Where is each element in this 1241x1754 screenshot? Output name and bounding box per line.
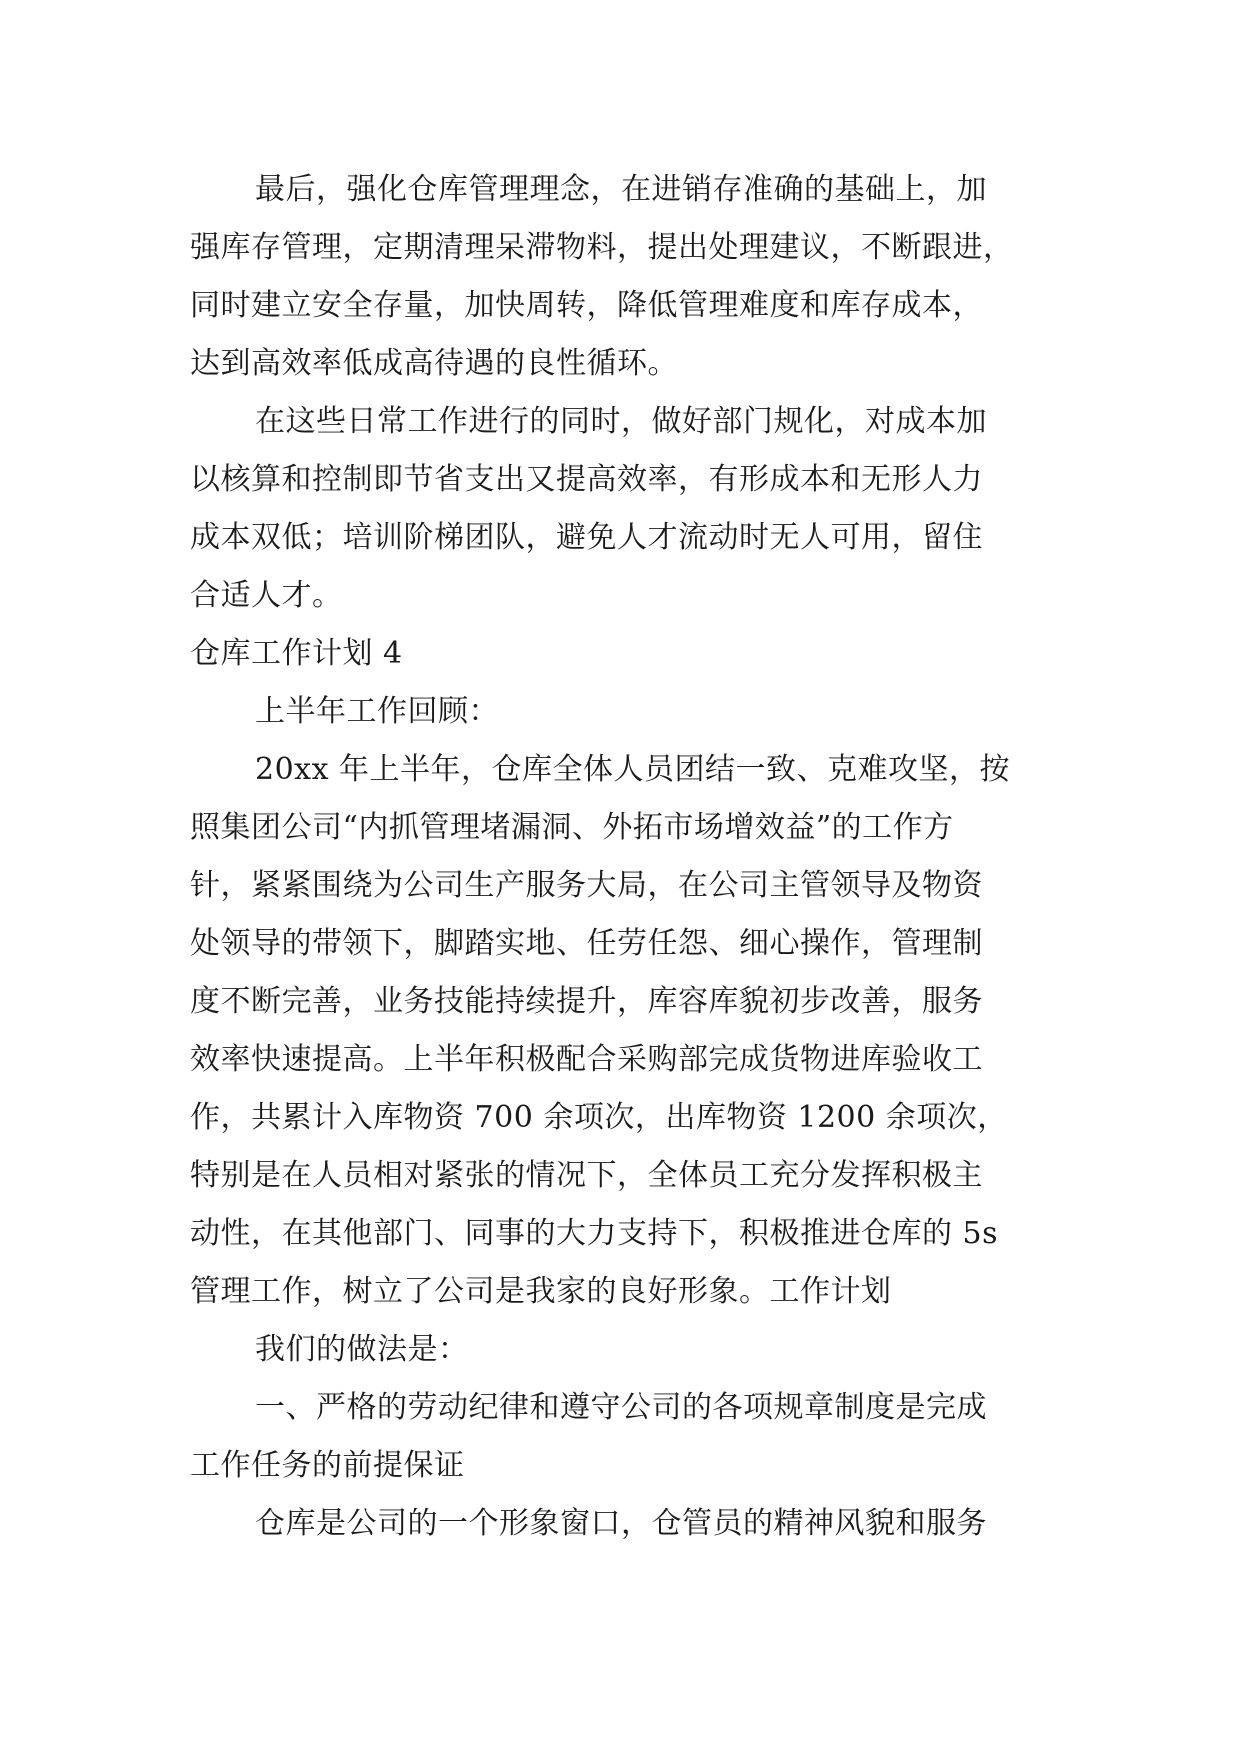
text-line [0, 1146, 1241, 1206]
text-line [0, 740, 1241, 800]
text-line [0, 1204, 1241, 1264]
text-line [0, 508, 1241, 568]
text-line [0, 856, 1241, 916]
line-text: 工作任务的前提保证 [190, 1448, 465, 1483]
line-text: 效率快速提高。上半年积极配合采购部完成货物进库验收工 [190, 1042, 983, 1077]
line-text: 照集团公司“内抓管理堵漏洞、外拓市场增效益”的工作方 [190, 810, 954, 845]
text-line [0, 276, 1241, 336]
line-text: 特别是在人员相对紧张的情况下，全体员工充分发挥积极主 [190, 1158, 983, 1193]
text-line [0, 1262, 1241, 1322]
line-text: 作，共累计入库物资 700 余项次，出库物资 1200 余项次， [190, 1100, 1008, 1135]
line-text: 仓库是公司的一个形象窗口，仓管员的精神风貌和服务 [255, 1506, 987, 1541]
line-text: 处领导的带领下，脚踏实地、任劳任怨、细心操作，管理制 [190, 926, 983, 961]
line-text: 达到高效率低成高待遇的良性循环。 [190, 346, 678, 381]
text-line [0, 1436, 1241, 1496]
line-text: 以核算和控制即节省支出又提高效率，有形成本和无形人力 [190, 462, 983, 497]
line-text: 合适人才。 [190, 578, 343, 613]
line-text: 仓库工作计划 4 [190, 636, 403, 671]
line-text: 20xx 年上半年，仓库全体人员团结一致、克难攻坚，按 [255, 752, 1011, 787]
text-line [0, 160, 1241, 220]
line-text: 同时建立安全存量，加快周转，降低管理难度和库存成本， [190, 288, 983, 323]
line-text: 针，紧紧围绕为公司生产服务大局，在公司主管领导及物资 [190, 868, 983, 903]
line-text: 上半年工作回顾： [255, 694, 499, 729]
text-line [0, 334, 1241, 394]
line-text: 在这些日常工作进行的同时，做好部门规化，对成本加 [255, 404, 987, 439]
line-text: 动性，在其他部门、同事的大力支持下，积极推进仓库的 5s [190, 1216, 999, 1251]
text-line [0, 1030, 1241, 1090]
line-text: 最后，强化仓库管理理念，在进销存准确的基础上，加 [255, 172, 987, 207]
line-text: 成本双低；培训阶梯团队，避免人才流动时无人可用，留住 [190, 520, 983, 555]
line-text: 强库存管理，定期清理呆滞物料，提出处理建议，不断跟进， [190, 230, 1014, 265]
line-text: 管理工作，树立了公司是我家的良好形象。工作计划 [190, 1274, 892, 1309]
text-line [0, 1378, 1241, 1438]
line-text: 度不断完善，业务技能持续提升，库容库貌初步改善，服务 [190, 984, 983, 1019]
text-line [0, 218, 1241, 278]
text-line [0, 1088, 1241, 1148]
text-line [0, 972, 1241, 1032]
text-line [0, 1320, 1241, 1380]
section-heading [0, 624, 1241, 684]
line-text: 我们的做法是： [255, 1332, 469, 1367]
text-line [0, 1494, 1241, 1554]
text-line [0, 566, 1241, 626]
text-line [0, 914, 1241, 974]
text-line [0, 392, 1241, 452]
text-line [0, 798, 1241, 858]
text-line [0, 450, 1241, 510]
line-text: 一、严格的劳动纪律和遵守公司的各项规章制度是完成 [255, 1390, 987, 1425]
text-line [0, 682, 1241, 742]
